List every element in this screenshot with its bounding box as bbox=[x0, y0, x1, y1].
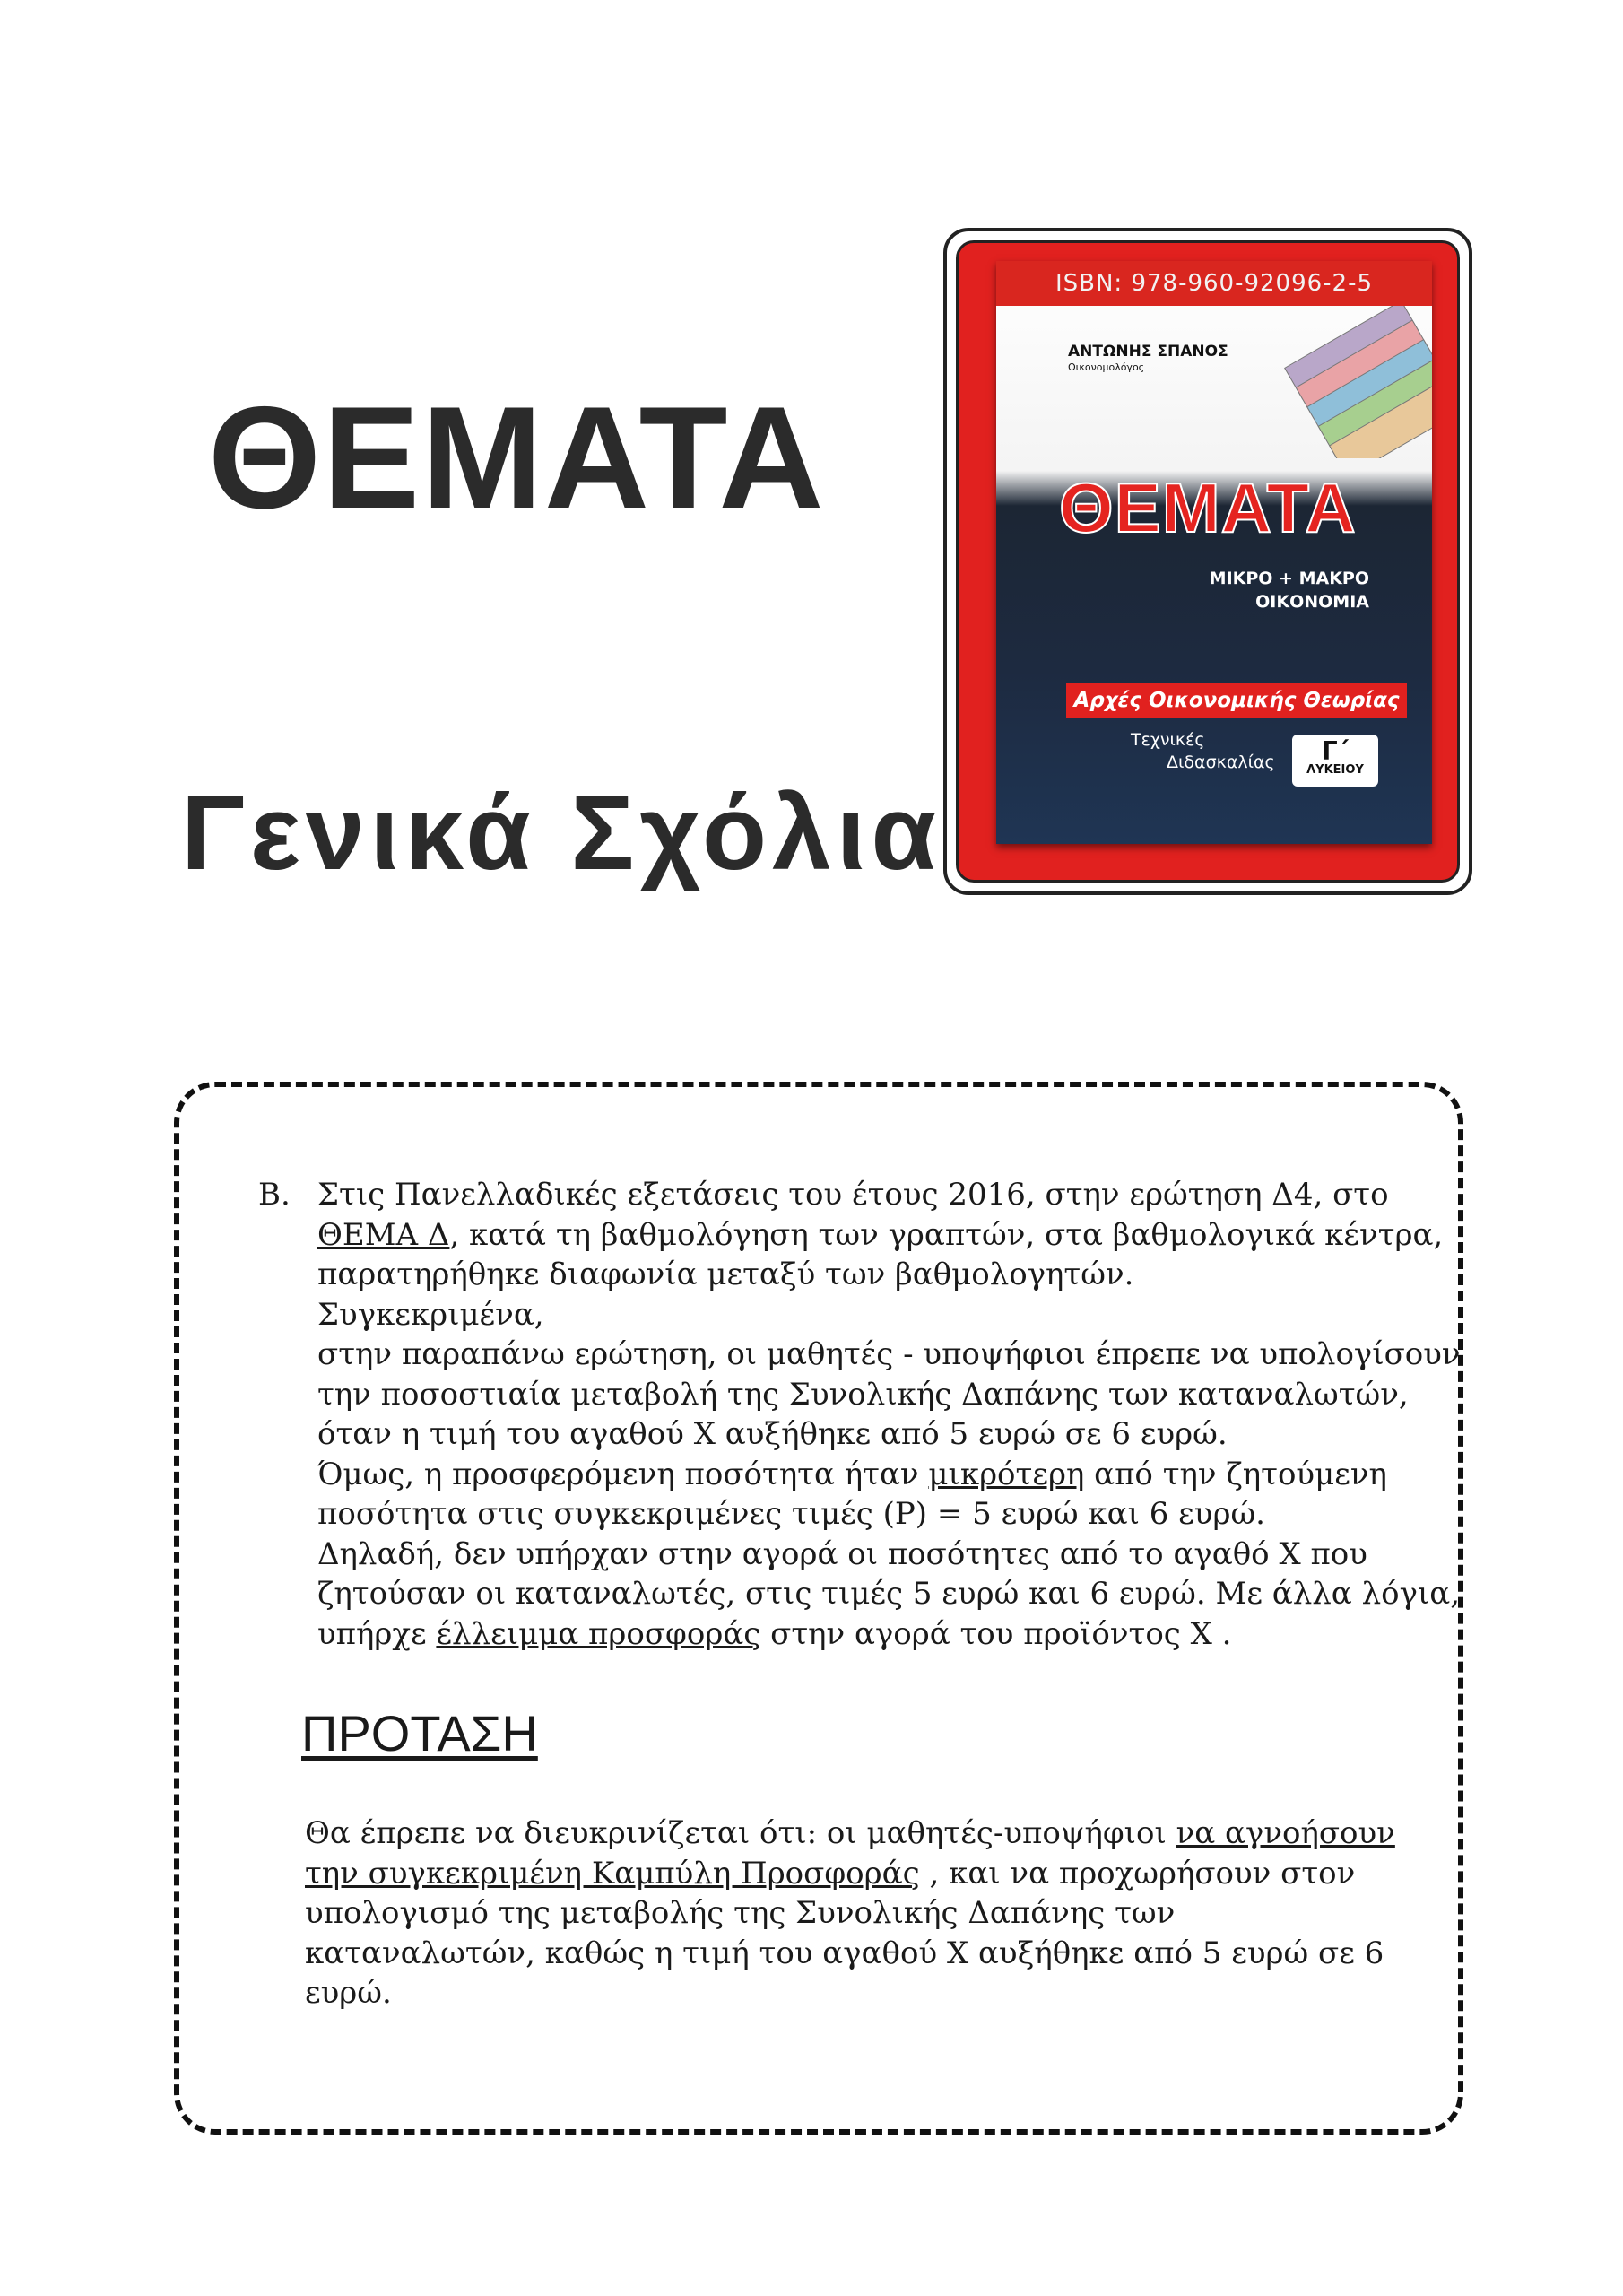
author-block bbox=[1068, 342, 1228, 374]
book-cover-frame bbox=[943, 228, 1472, 895]
proposal-text-a: Θα έπρεπε να διευκρινίζεται ότι: οι μαθητές-υποψήφιοι bbox=[305, 1815, 1176, 1851]
p1-text-a: Στις Πανελλαδικές εξετάσεις του έτους 2016, στην ερώτηση Δ4, στο bbox=[317, 1177, 1389, 1213]
book-cover bbox=[996, 261, 1432, 844]
cover-tech-line2: Διδασκαλίας bbox=[1167, 752, 1275, 772]
cover-subtitle bbox=[1210, 568, 1369, 613]
page-subtitle: Γενικά Σχόλια bbox=[181, 774, 942, 892]
paragraph-5 bbox=[317, 1535, 1474, 1655]
proposal-underlined: να αγνοήσουν την συγκεκριμένη Καμπύλη Προσφοράς bbox=[305, 1815, 1395, 1892]
paragraph-4 bbox=[317, 1455, 1474, 1535]
cover-band: Αρχές Οικονομικής Θεωρίας bbox=[1066, 683, 1407, 718]
proposal-heading: ΠΡΟΤΑΣΗ bbox=[301, 1705, 538, 1761]
p4-underlined: μικρότερη bbox=[928, 1456, 1085, 1492]
paragraph-2: Συγκεκριμένα, bbox=[317, 1296, 544, 1333]
cover-subtitle-line1: ΜΙΚΡΟ + ΜΑΚΡΟ bbox=[1209, 569, 1369, 588]
banknotes-icon bbox=[1271, 306, 1432, 458]
proposal-text bbox=[305, 1813, 1408, 2013]
grade-badge bbox=[1292, 735, 1378, 787]
proposal-text-b: , και να προχωρήσουν στον υπολογισμό της μεταβολής της Συνολικής Δαπάνης των καταναλωτών, καθώς η τιμή του αγαθού Χ αυξήθηκε από 5 ευρώ σε 6 ευρώ. bbox=[305, 1855, 1384, 2011]
isbn-text: ISBN: 978-960-92096-2-5 bbox=[996, 261, 1432, 306]
book-cover-background bbox=[956, 240, 1460, 883]
section-marker: Β. bbox=[258, 1177, 291, 1213]
p5-underlined: έλλειμμα προσφοράς bbox=[436, 1615, 761, 1652]
section-b-text bbox=[317, 1175, 1474, 1654]
cover-tech-text bbox=[1131, 729, 1275, 773]
author-name: ΑΝΤΩΝΗΣ ΣΠΑΝΟΣ bbox=[1068, 343, 1228, 361]
grade-letter: Γ΄ bbox=[1321, 736, 1350, 766]
page-title: ΘΕΜΑΤΑ bbox=[208, 377, 826, 539]
author-role: Οικονομολόγος bbox=[1068, 361, 1145, 374]
p5-text-b: στην αγορά του προϊόντος Χ . bbox=[760, 1615, 1232, 1652]
cover-title: ΘΕΜΑΤΑ bbox=[1059, 468, 1357, 547]
paragraph-3: στην παραπάνω ερώτηση, οι μαθητές - υποψήφιοι έπρεπε να υπολογίσουν την ποσοστιαία μεταβολή της Συνολικής Δαπάνης των καταναλωτών, όταν η τιμή του αγαθού Χ αυξήθηκε από 5 ευρώ σε 6 ευρώ. bbox=[317, 1336, 1461, 1452]
proposal-paragraph bbox=[305, 1813, 1408, 2013]
p1-underlined: ΘΕΜΑ Δ bbox=[317, 1216, 450, 1253]
p4-text-a: Όμως, η προσφερόμενη ποσότητα ήταν bbox=[317, 1456, 929, 1492]
p5-text-a: Δηλαδή, δεν υπήρχαν στην αγορά οι ποσότητες από το αγαθό Χ που ζητούσαν οι καταναλωτές, στις τιμές 5 ευρώ και 6 ευρώ. Με άλλα λόγια, υπήρχε bbox=[317, 1535, 1461, 1652]
p1-text-b: , κατά τη βαθμολόγηση των γραπτών, στα βαθμολογικά κέντρα, παρατηρήθηκε διαφωνία μεταξύ των βαθμολογητών. bbox=[317, 1216, 1444, 1292]
cover-tech-line1: Τεχνικές bbox=[1131, 730, 1205, 750]
cover-subtitle-line2: ΟΙΚΟΝΟΜΙΑ bbox=[1255, 591, 1369, 612]
paragraph-1 bbox=[317, 1175, 1474, 1295]
grade-label: ΛΥΚΕΙΟΥ bbox=[1306, 763, 1364, 778]
p4-text-b: από την ζητούμενη ποσότητα στις συγκεκριμένες τιμές (Ρ) = 5 ευρώ και 6 ευρώ. bbox=[317, 1456, 1387, 1532]
